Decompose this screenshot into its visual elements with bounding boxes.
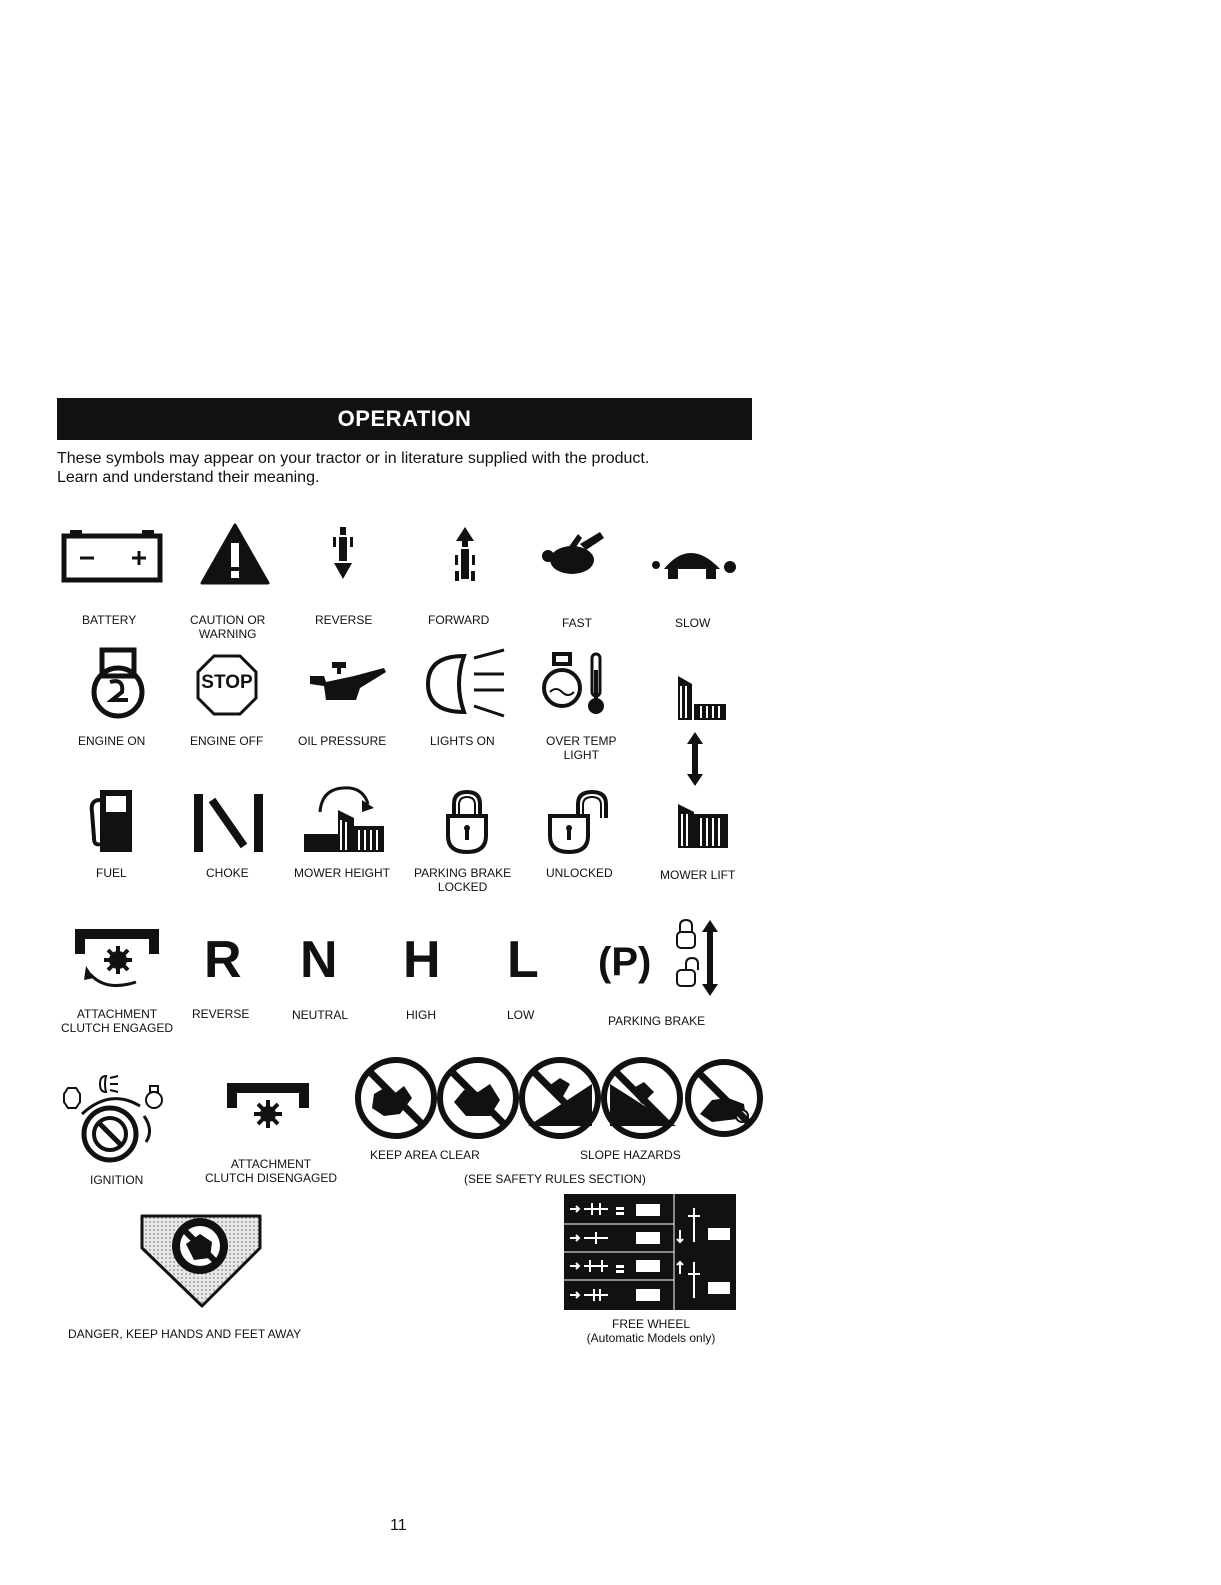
battery-label: BATTERY [82, 613, 137, 627]
fuel-label: FUEL [96, 866, 127, 880]
intro-line-2: Learn and understand their meaning. [57, 469, 320, 486]
lock-closed-icon [444, 788, 490, 854]
low-label: LOW [507, 1008, 535, 1022]
keep-area-clear-icon [354, 1054, 524, 1144]
oil-pressure-label: OIL PRESSURE [298, 734, 387, 748]
reverse-arrow-icon [330, 525, 356, 581]
neutral-label: NEUTRAL [292, 1008, 349, 1022]
attachment-disengaged-label: ATTACHMENT CLUTCH DISENGAGED [204, 1157, 338, 1185]
up-down-arrow-icon [686, 732, 704, 786]
see-safety-rules-label: (SEE SAFETY RULES SECTION) [464, 1172, 646, 1186]
engine-on-label: ENGINE ON [78, 734, 146, 748]
parking-locked-label: PARKING BRAKE LOCKED [414, 866, 512, 894]
attachment-engaged-label: ATTACHMENT CLUTCH ENGAGED [60, 1007, 173, 1035]
intro-text [57, 449, 777, 487]
free-wheel-decal-icon [564, 1194, 736, 1310]
unlocked-label: UNLOCKED [546, 866, 613, 880]
battery-icon [62, 530, 162, 582]
gear-reverse-letter: R [204, 931, 242, 989]
free-wheel-label: FREE WHEEL (Automatic Models only) [586, 1317, 716, 1345]
slope-hazard-icon [516, 1054, 764, 1144]
slow-label: SLOW [675, 616, 711, 630]
gear-reverse-label: REVERSE [192, 1007, 250, 1021]
engine-on-icon [88, 648, 148, 720]
gear-low-letter: L [507, 931, 539, 989]
mower-height-label: MOWER HEIGHT [294, 866, 390, 880]
choke-icon [190, 790, 268, 856]
danger-label: DANGER, KEEP HANDS AND FEET AWAY [68, 1327, 302, 1341]
over-temp-label: OVER TEMP LIGHT [546, 734, 617, 762]
oil-can-icon [308, 660, 388, 704]
fuel-pump-icon [88, 788, 136, 854]
intro-line-1: These symbols may appear on your tractor or in literature supplied with the product. [57, 450, 650, 467]
attachment-disengaged-icon [228, 1080, 308, 1136]
warning-triangle-icon [200, 523, 270, 585]
section-banner: OPERATION [57, 398, 752, 440]
ignition-icon [60, 1072, 170, 1164]
rabbit-icon [538, 530, 610, 578]
page-number: 11 [390, 1517, 407, 1534]
danger-hands-icon [140, 1212, 262, 1308]
reverse-arrow-label: REVERSE [315, 613, 373, 627]
gear-high-letter: H [403, 931, 441, 989]
lights-on-label: LIGHTS ON [430, 734, 495, 748]
turtle-icon [650, 543, 738, 583]
parking-lock-stack-icon [674, 918, 720, 998]
high-label: HIGH [406, 1008, 436, 1022]
lock-open-icon [546, 788, 614, 854]
attachment-engaged-icon [76, 926, 158, 996]
ignition-label: IGNITION [90, 1173, 144, 1187]
fast-label: FAST [562, 616, 593, 630]
parking-brake-label: PARKING BRAKE [608, 1014, 706, 1028]
headlight-icon [424, 648, 508, 720]
gear-neutral-letter: N [300, 931, 338, 989]
parking-p-symbol: (P) [598, 940, 652, 984]
forward-label: FORWARD [428, 613, 490, 627]
over-temp-icon [540, 650, 610, 718]
caution-label: CAUTION OR WARNING [190, 613, 266, 641]
engine-off-label: ENGINE OFF [190, 734, 264, 748]
mower-lift-up-icon [674, 672, 730, 724]
choke-label: CHOKE [206, 866, 249, 880]
keep-area-clear-label: KEEP AREA CLEAR [370, 1148, 480, 1162]
slope-hazards-label: SLOPE HAZARDS [580, 1148, 681, 1162]
stop-sign-text: STOP [201, 672, 253, 693]
mower-height-icon [302, 782, 386, 854]
mower-lift-down-icon [676, 800, 732, 852]
mower-lift-label: MOWER LIFT [660, 868, 736, 882]
forward-arrow-icon [452, 525, 478, 583]
